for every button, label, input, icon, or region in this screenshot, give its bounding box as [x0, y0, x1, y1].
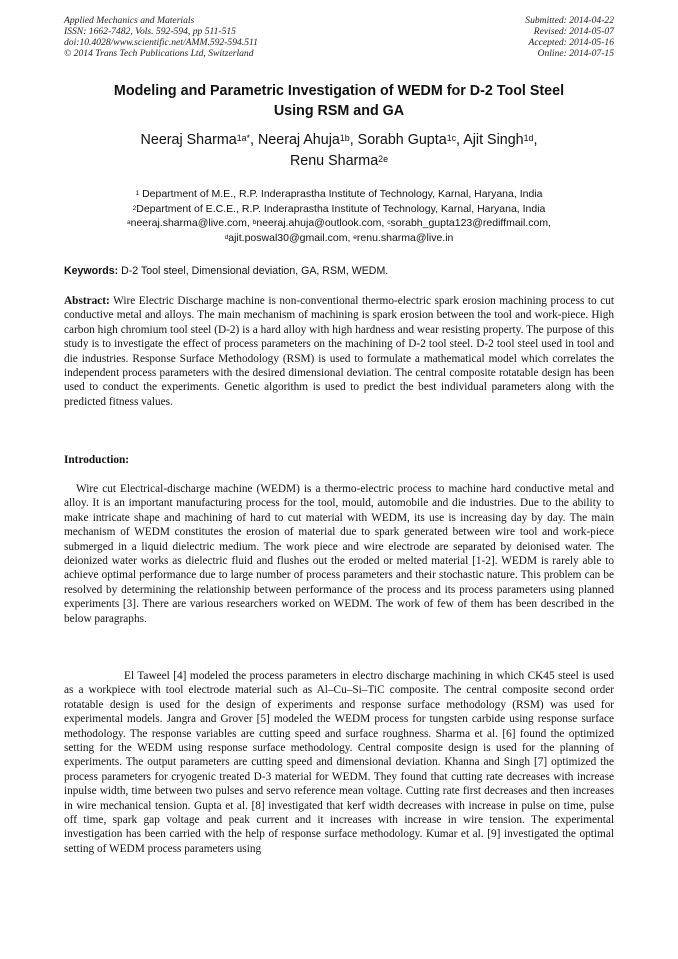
affiliation-text: Department of E.C.E., R.P. Inderaprastha Institute of Technology, Karnal, Haryana, India	[136, 202, 546, 215]
submission-dates	[525, 15, 614, 59]
email-address: neeraj.ahuja@outlook.com,	[256, 217, 388, 230]
issn-line: ISSN: 1662-7482, Vols. 592-594, pp 511-515	[64, 26, 236, 37]
author-separator: ,	[250, 132, 258, 148]
keywords-label: Keywords:	[64, 265, 119, 277]
author-affiliation-mark: 1b	[339, 133, 350, 144]
journal-name: Applied Mechanics and Materials	[64, 15, 195, 26]
title-line-1: Modeling and Parametric Investigation of WEDM for D-2 Tool Steel	[113, 83, 565, 99]
doi-line: doi:10.4028/www.scientific.net/AMM.592-594.511	[64, 37, 258, 48]
author-affiliation-mark: 1d	[523, 133, 534, 144]
author-affiliation-mark: 2e	[378, 154, 389, 165]
emails-line-1	[64, 216, 614, 231]
author-separator: ,	[349, 132, 358, 148]
email-address: sorabh_gupta123@rediffmail.com,	[390, 217, 551, 230]
email-mark: a	[126, 219, 131, 227]
email-address: neeraj.sharma@live.com,	[130, 217, 253, 230]
abstract	[64, 294, 614, 409]
author-affiliation-mark: 1c	[446, 133, 457, 144]
email-mark: b	[252, 219, 257, 227]
copyright-line: © 2014 Trans Tech Publications Ltd, Switzerland	[64, 48, 254, 59]
affiliations	[64, 187, 614, 245]
affiliation-number: 1	[135, 190, 140, 198]
accepted-date: Accepted: 2014-05-16	[528, 37, 614, 48]
author-separator: ,	[533, 132, 538, 148]
abstract-paragraph	[64, 294, 614, 409]
abstract-label: Abstract:	[64, 295, 110, 307]
online-date: Online: 2014-07-15	[537, 48, 614, 59]
email-mark: d	[224, 233, 229, 241]
author-line-2	[64, 151, 614, 172]
author-affiliation-mark: 1a*	[236, 133, 251, 144]
affiliation-text: Department of M.E., R.P. Inderaprastha Institute of Technology, Karnal, Haryana, India	[139, 188, 543, 200]
author-separator: ,	[456, 132, 464, 148]
submitted-date: Submitted: 2014-04-22	[525, 15, 614, 26]
author-name: Ajit Singh	[463, 132, 524, 148]
title-line-2: Using RSM and GA	[273, 103, 405, 119]
paper-title	[64, 81, 614, 121]
journal-info	[64, 15, 258, 59]
introduction-paragraph-2	[64, 669, 614, 856]
author-name: Sorabh Gupta	[357, 132, 447, 148]
revised-date: Revised: 2014-05-07	[533, 26, 614, 37]
author-line-1	[64, 130, 614, 151]
keywords	[64, 264, 614, 278]
author-list	[64, 130, 614, 172]
author-name: Neeraj Sharma	[140, 132, 237, 148]
affiliation-2	[64, 202, 614, 217]
keywords-text: D-2 Tool steel, Dimensional deviation, GA, RSM, WEDM.	[118, 265, 389, 277]
introduction-heading: Introduction:	[64, 454, 130, 466]
email-mark: c	[387, 219, 391, 227]
introduction-paragraph-1	[64, 482, 614, 626]
paragraph-text: Wire cut Electrical-discharge machine (WEDM) is a thermo-electric process to machine hard conductive metal and alloy. It is an important manufacturing process for the tool, mould, automobile and die industries. Due to the ability to make intricate shape and machining of hard to cut material with WEDM, its use is increasing day by day. The main mechanism of WEDM constitutes the erosion of material due to spark generated between wire tool and work-piece submerged in a liquid dielectric medium. The work piece and wire electrode are separated by deionised water. The deionized water works as dielectric fluid and flushes out the eroded or melted material [1-2]. WEDM is rarely able to achieve optimal performance due to large number of process parameters and their stochastic nature. This problem can be resolved by determining the relationship between performance of the process and its process parameters using planned experiments [3]. There are various researchers worked on WEDM. The work of few of them has been described in the below paragraphs.	[64, 483, 614, 625]
affiliation-number: 2	[132, 204, 137, 212]
abstract-text: Wire Electric Discharge machine is non-conventional thermo-electric spark erosion machining process to cut conductive metal and alloys. The main mechanism of machining is spark erosion between the tool and work-piece. High carbon high chromium tool steel (D-2) is a hard alloy with high hardness and wear resisting property. The purpose of this study is to investigate the effect of process parameters on the machining of D-2 tool steel. D-2 tool steel used in tool and die industries. Response Surface Methodology (RSM) is used to formulate a mathematical model which correlates the independent process parameters with the desired dimensional deviation. The central composite rotatable design has been used to conduct the experiments. Genetic algorithm is used to predict the best individual parameters along with the predicted fitness values.	[64, 295, 614, 408]
email-address: ajit.poswal30@gmail.com,	[228, 231, 354, 244]
email-address: renu.sharma@live.in	[356, 231, 454, 244]
affiliation-1	[64, 187, 614, 202]
email-mark: e	[353, 233, 357, 241]
author-name: Renu Sharma	[289, 153, 379, 169]
author-name: Neeraj Ahuja	[257, 132, 340, 148]
paragraph-text: El Taweel [4] modeled the process parameters in electro discharge machining in which CK45 steel is used as a workpiece with tool electrode material such as Al–Cu–Si–TiC composite. The central composite second order rotatable design is used for the design of experiments and response surface methodology (RSM) was used for experimental models. Jangra and Grover [5] modeled the WEDM process for tungsten carbide using response surface methodology. The response variables are cutting speed and surface roughness. Sharma et al. [6] found the optimized setting for the WEDM using response surface methodology. Central composite design is used for the planning of experiments. The output parameters are cutting speed and dimensional deviation. Khanna and Singh [7] optimized the process parameters for cryogenic treated D-3 material for WEDM. They found that cutting rate decreases with increase inpulse width, time between two pulses and servo reference mean voltage. Cutting rate first decreases and then increases in wire mechanical tension. Gupta et al. [8] investigated that kerf width decreases with increase in pulse on time, pulse off time, spark gap voltage and peak current and it increases with increase in wire tension. The experimental investigation has been carried with the help of response surface methodology. Kumar et al. [9] investigated the optimal setting of WEDM process parameters using	[64, 670, 614, 855]
emails-line-2	[64, 231, 614, 246]
